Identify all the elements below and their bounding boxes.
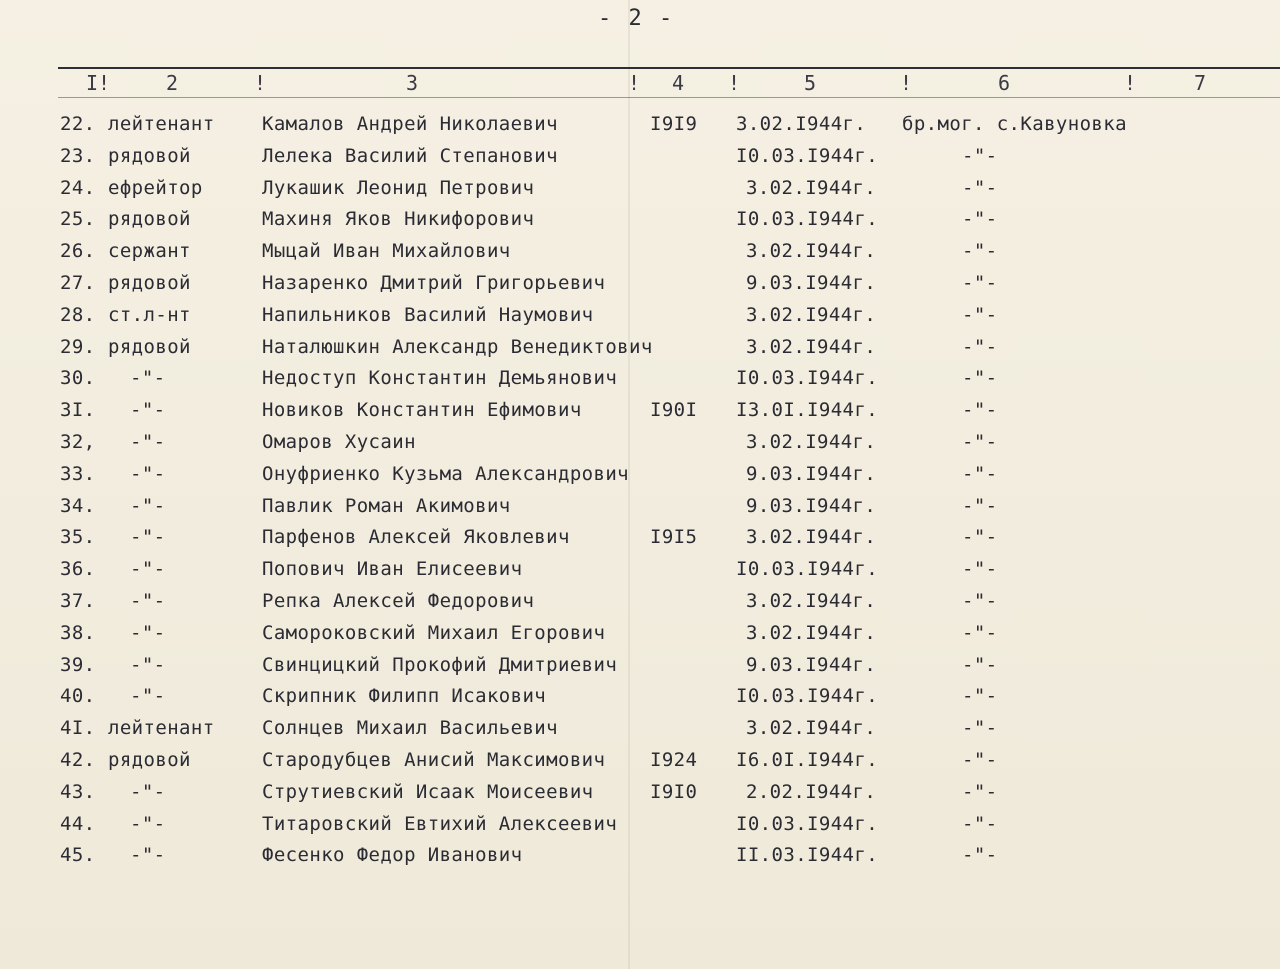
full-name: Павлик Роман Акимович <box>262 494 511 517</box>
rank: -"- <box>130 621 166 644</box>
full-name: Лелека Василий Степанович <box>262 144 558 167</box>
burial-place: -"- <box>962 399 998 422</box>
rank: сержант <box>108 240 191 263</box>
burial-place: -"- <box>962 685 998 708</box>
full-name: Струтиевский Исаак Моисеевич <box>262 780 594 803</box>
column-separator: ! <box>628 71 641 95</box>
burial-place: -"- <box>962 208 998 231</box>
row-number: 34. <box>60 494 96 517</box>
death-date: I6.0I.I944г. <box>736 748 879 771</box>
row-number: 27. <box>60 271 96 294</box>
row-number: 32, <box>60 430 96 453</box>
death-date: I0.03.I944г. <box>736 558 879 581</box>
burial-list <box>0 113 1280 876</box>
table-row <box>0 240 1280 272</box>
rank: -"- <box>130 589 166 612</box>
full-name: Напильников Василий Наумович <box>262 303 594 326</box>
rank: -"- <box>130 685 166 708</box>
table-row <box>0 749 1280 781</box>
full-name: Мыцай Иван Михайлович <box>262 240 511 263</box>
row-number: 45. <box>60 844 96 867</box>
full-name: Новиков Константин Ефимович <box>262 399 582 422</box>
death-date: 3.02.I944г. <box>746 717 877 740</box>
death-date: I0.03.I944г. <box>736 367 879 390</box>
column-separator: ! <box>900 71 913 95</box>
death-date: 9.03.I944г. <box>746 462 877 485</box>
rank: ст.л-нт <box>108 303 191 326</box>
rank: -"- <box>130 780 166 803</box>
rank: рядовой <box>108 144 191 167</box>
column-header-7: 7 <box>1194 71 1207 95</box>
row-number: 37. <box>60 589 96 612</box>
birth-year: I9I9 <box>650 113 698 135</box>
table-row <box>0 431 1280 463</box>
birth-year: I9I5 <box>650 526 698 549</box>
burial-place: -"- <box>962 240 998 263</box>
full-name: Назаренко Дмитрий Григорьевич <box>262 271 606 294</box>
rank: -"- <box>130 812 166 835</box>
burial-place: бр.мог. с.Кавуновка <box>902 113 1127 135</box>
column-header-3: 3 <box>406 71 419 95</box>
death-date: I0.03.I944г. <box>736 208 879 231</box>
full-name: Фесенко Федор Иванович <box>262 844 523 867</box>
rank: рядовой <box>108 208 191 231</box>
rank: -"- <box>130 462 166 485</box>
burial-place: -"- <box>962 653 998 676</box>
burial-place: -"- <box>962 717 998 740</box>
header-top-rule <box>58 67 1280 69</box>
burial-place: -"- <box>962 430 998 453</box>
death-date: 3.02.I944г. <box>746 303 877 326</box>
rank: -"- <box>130 558 166 581</box>
table-row <box>0 177 1280 209</box>
table-row <box>0 685 1280 717</box>
death-date: 3.02.I944г. <box>746 240 877 263</box>
full-name: Попович Иван Елисеевич <box>262 558 523 581</box>
row-number: 28. <box>60 303 96 326</box>
table-row <box>0 622 1280 654</box>
burial-place: -"- <box>962 494 998 517</box>
full-name: Парфенов Алексей Яковлевич <box>262 526 570 549</box>
full-name: Лукашик Леонид Петрович <box>262 176 535 199</box>
column-header-2: 2 <box>166 71 179 95</box>
column-header-4: 4 <box>672 71 685 95</box>
page-number: - 2 - <box>598 6 675 31</box>
column-header-1: I! <box>86 71 111 95</box>
burial-place: -"- <box>962 780 998 803</box>
burial-place: -"- <box>962 589 998 612</box>
death-date: I0.03.I944г. <box>736 685 879 708</box>
row-number: 42. <box>60 748 96 771</box>
full-name: Репка Алексей Федорович <box>262 589 535 612</box>
death-date: 3.02.I944г. <box>746 335 877 358</box>
table-row <box>0 813 1280 845</box>
row-number: 35. <box>60 526 96 549</box>
table-row <box>0 717 1280 749</box>
full-name: Онуфриенко Кузьма Александрович <box>262 462 630 485</box>
row-number: 43. <box>60 780 96 803</box>
row-number: 26. <box>60 240 96 263</box>
death-date: I3.0I.I944г. <box>736 399 879 422</box>
row-number: 29. <box>60 335 96 358</box>
full-name: Камалов Андрей Николаевич <box>262 113 558 135</box>
burial-place: -"- <box>962 367 998 390</box>
death-date: 3.02.I944г. <box>746 589 877 612</box>
column-separator: ! <box>1124 71 1137 95</box>
row-number: 44. <box>60 812 96 835</box>
row-number: 30. <box>60 367 96 390</box>
table-row <box>0 844 1280 876</box>
rank: рядовой <box>108 335 191 358</box>
burial-place: -"- <box>962 335 998 358</box>
death-date: 3.02.I944г. <box>746 430 877 453</box>
row-number: 4I. <box>60 717 96 740</box>
burial-place: -"- <box>962 303 998 326</box>
table-row <box>0 495 1280 527</box>
full-name: Титаровский Евтихий Алексеевич <box>262 812 618 835</box>
rank: лейтенант <box>108 113 215 135</box>
burial-place: -"- <box>962 558 998 581</box>
row-number: 40. <box>60 685 96 708</box>
rank: -"- <box>130 494 166 517</box>
burial-place: -"- <box>962 176 998 199</box>
rank: -"- <box>130 653 166 676</box>
row-number: 36. <box>60 558 96 581</box>
birth-year: I90I <box>650 399 698 422</box>
table-row <box>0 558 1280 590</box>
rank: рядовой <box>108 748 191 771</box>
table-row <box>0 272 1280 304</box>
row-number: 25. <box>60 208 96 231</box>
table-row <box>0 463 1280 495</box>
burial-place: -"- <box>962 271 998 294</box>
table-row <box>0 367 1280 399</box>
row-number: 23. <box>60 144 96 167</box>
full-name: Наталюшкин Александр Венедиктович <box>262 335 653 358</box>
full-name: Стародубцев Анисий Максимович <box>262 748 606 771</box>
burial-place: -"- <box>962 621 998 644</box>
full-name: Солнцев Михаил Васильевич <box>262 717 558 740</box>
table-row <box>0 336 1280 368</box>
table-row <box>0 145 1280 177</box>
full-name: Самороковский Михаил Егорович <box>262 621 606 644</box>
rank: ефрейтор <box>108 176 203 199</box>
column-header-6: 6 <box>998 71 1011 95</box>
table-row <box>0 113 1280 145</box>
death-date: 9.03.I944г. <box>746 271 877 294</box>
column-header-5: 5 <box>804 71 817 95</box>
rank: -"- <box>130 367 166 390</box>
death-date: 3.02.I944г. <box>746 526 877 549</box>
table-row <box>0 526 1280 558</box>
death-date: I0.03.I944г. <box>736 144 879 167</box>
death-date: 3.02.I944г. <box>736 113 867 135</box>
table-row <box>0 399 1280 431</box>
table-row <box>0 590 1280 622</box>
burial-place: -"- <box>962 812 998 835</box>
burial-place: -"- <box>962 462 998 485</box>
row-number: 33. <box>60 462 96 485</box>
rank: -"- <box>130 844 166 867</box>
full-name: Омаров Хусаин <box>262 430 416 453</box>
death-date: II.03.I944г. <box>736 844 879 867</box>
full-name: Недоступ Константин Демьянович <box>262 367 618 390</box>
burial-place: -"- <box>962 144 998 167</box>
death-date: I0.03.I944г. <box>736 812 879 835</box>
death-date: 9.03.I944г. <box>746 494 877 517</box>
rank: рядовой <box>108 271 191 294</box>
rank: -"- <box>130 430 166 453</box>
birth-year: I9I0 <box>650 780 698 803</box>
death-date: 9.03.I944г. <box>746 653 877 676</box>
row-number: 22. <box>60 113 96 135</box>
rank: лейтенант <box>108 717 215 740</box>
table-row <box>0 781 1280 813</box>
burial-place: -"- <box>962 844 998 867</box>
row-number: 24. <box>60 176 96 199</box>
rank: -"- <box>130 526 166 549</box>
death-date: 2.02.I944г. <box>746 780 877 803</box>
death-date: 3.02.I944г. <box>746 621 877 644</box>
burial-place: -"- <box>962 526 998 549</box>
full-name: Свинцицкий Прокофий Дмитриевич <box>262 653 618 676</box>
full-name: Махиня Яков Никифорович <box>262 208 535 231</box>
burial-place: -"- <box>962 748 998 771</box>
row-number: 38. <box>60 621 96 644</box>
table-row <box>0 208 1280 240</box>
row-number: 39. <box>60 653 96 676</box>
rank: -"- <box>130 399 166 422</box>
full-name: Скрипник Филипп Исакович <box>262 685 547 708</box>
column-separator: ! <box>728 71 741 95</box>
table-row <box>0 304 1280 336</box>
birth-year: I924 <box>650 748 698 771</box>
header-bottom-rule <box>58 97 1280 98</box>
row-number: 3I. <box>60 399 96 422</box>
table-row <box>0 654 1280 686</box>
column-separator: ! <box>254 71 267 95</box>
death-date: 3.02.I944г. <box>746 176 877 199</box>
